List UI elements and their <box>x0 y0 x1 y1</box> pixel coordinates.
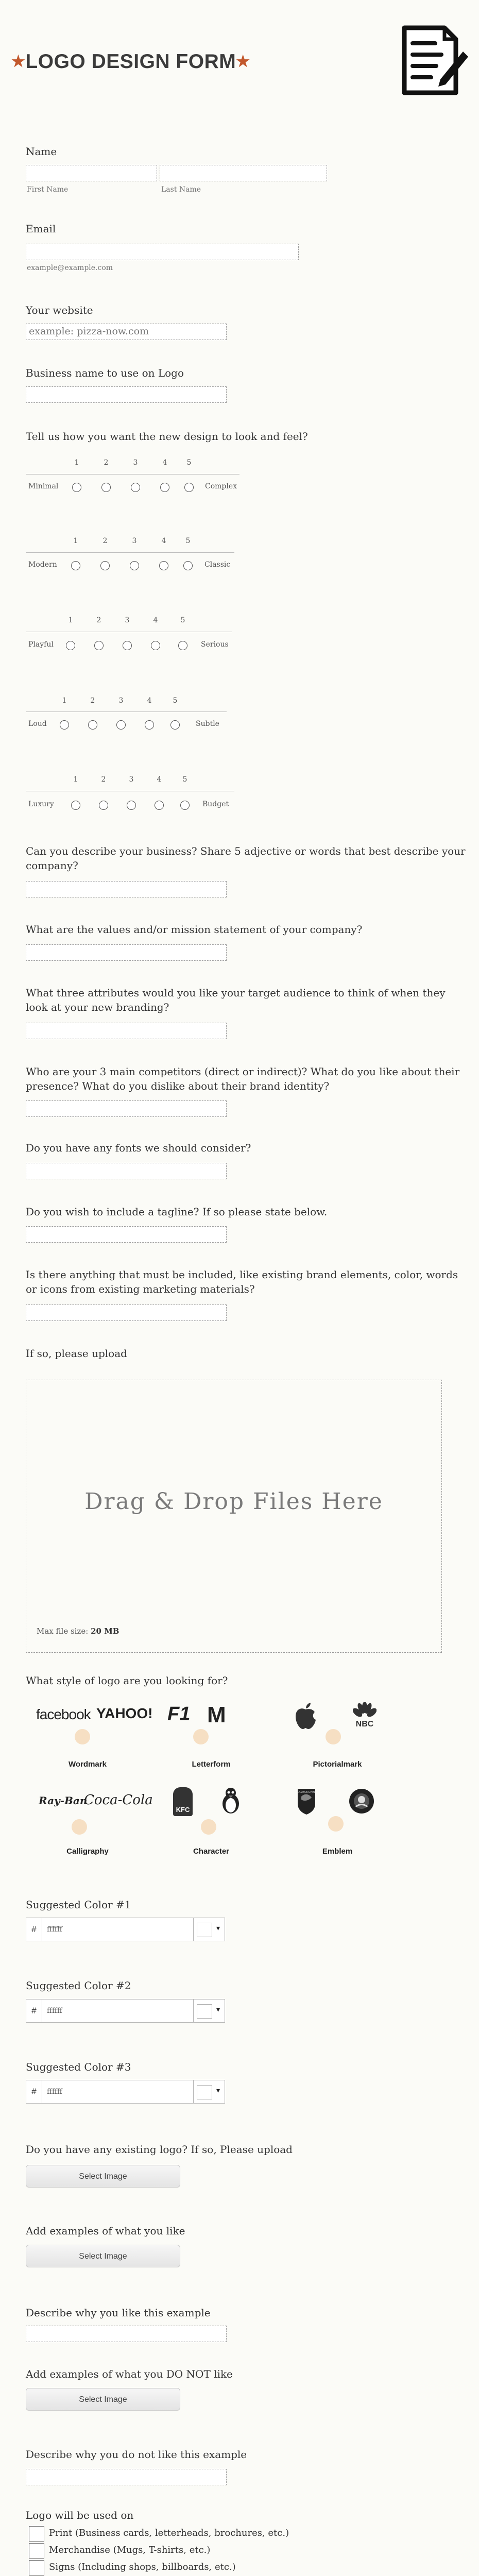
scale-radio-4[interactable] <box>145 720 154 730</box>
cocacola-logo: Coca-Cola <box>84 1792 153 1808</box>
logo-select-dot[interactable] <box>201 1819 216 1835</box>
wordmark-yahoo-logo: YAHOO! <box>96 1705 153 1721</box>
checkbox-label-merchandise: Merchandise (Mugs, T-shirts, etc.) <box>49 2545 211 2555</box>
last-name-input[interactable] <box>160 165 327 181</box>
scale-number: 1 <box>73 775 78 784</box>
logo-option-character[interactable] <box>170 1785 245 1847</box>
caret-down-icon: ▾ <box>216 2087 220 2095</box>
scale-number: 5 <box>173 697 178 705</box>
logo-option-wordmark[interactable] <box>36 1700 153 1762</box>
scale-left-label: Minimal <box>28 482 59 490</box>
last-name-sublabel: Last Name <box>161 185 201 194</box>
hash-symbol: # <box>26 2080 42 2103</box>
why-like-input[interactable] <box>26 2326 227 2342</box>
scale-number: 1 <box>62 697 67 705</box>
scale-right-label: Serious <box>201 640 229 649</box>
why-dislike-input[interactable] <box>26 2469 227 2485</box>
scale-left-label: Playful <box>28 640 54 649</box>
website-input[interactable]: example: pizza-now.com <box>26 324 227 340</box>
caret-down-icon: ▾ <box>216 2006 220 2014</box>
scale-number: 2 <box>102 537 108 545</box>
hash-symbol: # <box>26 1999 42 2022</box>
color-1-value: ffffff <box>47 1925 62 1934</box>
linux-penguin-icon <box>219 1787 242 1814</box>
examples-dislike-label: Add examples of what you DO NOT like <box>26 2368 233 2380</box>
color-3-picker-button[interactable] <box>193 2080 225 2104</box>
scale-left-label: Loud <box>28 720 47 728</box>
scale-number: 4 <box>153 616 158 624</box>
scale-left-label: Modern <box>28 561 57 569</box>
scale-radio-3[interactable] <box>116 720 126 730</box>
color-2-value: ffffff <box>47 2007 62 2015</box>
checkbox-label-signs: Signs (Including shops, billboards, etc.) <box>49 2562 236 2572</box>
email-input[interactable] <box>26 244 299 260</box>
first-name-sublabel: First Name <box>27 185 69 194</box>
rayban-logo: Ray-Ban <box>39 1794 88 1807</box>
scale-number: 5 <box>182 775 187 784</box>
scale-radio-3[interactable] <box>131 483 140 492</box>
scale-radio-5[interactable] <box>184 483 194 492</box>
scale-radio-2[interactable] <box>99 801 108 810</box>
include-input[interactable] <box>26 1304 227 1321</box>
scale-radio-4[interactable] <box>155 801 164 810</box>
logo-select-dot[interactable] <box>72 1819 87 1835</box>
scale-number: 1 <box>73 537 78 545</box>
attributes-input[interactable] <box>26 1023 227 1039</box>
first-name-input[interactable] <box>26 165 157 181</box>
color-1-input[interactable] <box>26 1918 216 1941</box>
star-icon: ★ <box>236 53 250 70</box>
logo-option-calligraphy[interactable] <box>39 1785 153 1847</box>
website-label: Your website <box>26 304 93 316</box>
scale-number: 5 <box>180 616 185 624</box>
examples-dislike-select-button[interactable]: Select Image <box>26 2388 180 2411</box>
starbucks-icon <box>349 1788 374 1814</box>
scale-radio-1[interactable] <box>71 561 80 570</box>
scale-radio-5[interactable] <box>183 561 193 570</box>
email-sublabel: example@example.com <box>27 264 113 272</box>
max-file-size <box>37 1626 119 1636</box>
scale-radio-5[interactable] <box>170 720 180 730</box>
wordmark-facebook-logo: facebook <box>36 1706 91 1722</box>
logo-option-label: Letterform <box>192 1760 231 1769</box>
scale-radio-4[interactable] <box>159 561 168 570</box>
competitors-label: Who are your 3 main competitors (direct or indirect)? What do you like about their presence? What do you dislike about their brand identity? <box>26 1065 460 1092</box>
tagline-label: Do you wish to include a tagline? If so please state below. <box>26 1206 328 1218</box>
scale-number: 5 <box>185 537 191 545</box>
logo-select-dot[interactable] <box>328 1816 344 1832</box>
scale-number: 3 <box>132 537 137 545</box>
examples-like-label: Add examples of what you like <box>26 2225 185 2237</box>
logo-style-label: What style of logo are you looking for? <box>26 1674 228 1687</box>
scale-number: 3 <box>129 775 134 784</box>
business-name-input[interactable] <box>26 386 227 403</box>
scale-radio-5[interactable] <box>178 641 187 650</box>
existing-logo-label: Do you have any existing logo? If so, Please upload <box>26 2143 293 2156</box>
logo-select-dot[interactable] <box>326 1729 341 1744</box>
scale-number: 4 <box>161 537 166 545</box>
describe-business-label: Can you describe your business? Share 5 adjective or words that best describe your company? <box>26 845 466 872</box>
scale-radio-4[interactable] <box>160 483 169 492</box>
logo-option-emblem[interactable] <box>291 1785 366 1847</box>
nbc-peacock-icon <box>353 1702 377 1729</box>
scale-number: 3 <box>118 697 124 705</box>
logo-option-label: Character <box>193 1847 230 1856</box>
color-3-label: Suggested Color #3 <box>26 2061 131 2073</box>
logo-option-label: Calligraphy <box>66 1847 109 1856</box>
color-swatch <box>197 2085 212 2099</box>
dropzone-text: Drag & Drop Files Here <box>84 1488 383 1515</box>
scale-number: 3 <box>133 459 138 467</box>
scale-radio-2[interactable] <box>88 720 97 730</box>
lamborghini-shield-icon <box>296 1787 317 1815</box>
scale-radio-2[interactable] <box>101 483 111 492</box>
logo-option-label: Pictorialmark <box>313 1760 362 1769</box>
kfc-colonel-icon <box>173 1787 193 1816</box>
feel-label: Tell us how you want the new design to look and feel? <box>26 430 308 443</box>
values-label: What are the values and/or mission statement of your company? <box>26 923 363 936</box>
scale-radio-3[interactable] <box>123 641 132 650</box>
form-title-text: LOGO DESIGN FORM <box>25 50 236 73</box>
values-input[interactable] <box>26 944 227 961</box>
scale-number: 2 <box>96 616 101 624</box>
scale-number: 2 <box>101 775 106 784</box>
hash-symbol: # <box>26 1918 42 1941</box>
scale-right-label: Classic <box>204 561 231 569</box>
tagline-input[interactable] <box>26 1226 227 1243</box>
scale-radio-1[interactable] <box>60 720 69 730</box>
describe-business-input[interactable] <box>26 881 227 897</box>
name-label: Name <box>26 145 57 158</box>
divider <box>26 552 234 553</box>
logo-option-label: Wordmark <box>69 1760 107 1769</box>
scale-number: 5 <box>186 459 192 467</box>
include-label: Is there anything that must be included, like existing brand elements, color, words or icons from existing marketing materials? <box>26 1268 458 1295</box>
email-label: Email <box>26 223 56 235</box>
attributes-label: What three attributes would you like your target audience to think of when they look at your new branding? <box>26 987 446 1013</box>
checkbox-print[interactable] <box>29 2526 44 2541</box>
scale-radio-3[interactable] <box>127 801 136 810</box>
star-icon: ★ <box>11 53 26 70</box>
scale-left-label: Luxury <box>28 800 54 808</box>
max-file-size-label: Max file size: <box>37 1626 89 1636</box>
nbc-text: NBC <box>355 1720 374 1728</box>
logo-option-pictorialmark[interactable] <box>288 1700 374 1762</box>
fonts-label: Do you have any fonts we should consider? <box>26 1142 251 1154</box>
scale-radio-4[interactable] <box>151 641 160 650</box>
document-pen-icon <box>399 25 470 97</box>
scale-radio-2[interactable] <box>94 641 104 650</box>
logo-select-dot[interactable] <box>193 1729 209 1744</box>
form-title <box>11 50 250 73</box>
scale-radio-1[interactable] <box>72 483 81 492</box>
color-2-input[interactable] <box>26 1999 216 2023</box>
why-like-label: Describe why you like this example <box>26 2307 211 2319</box>
scale-radio-3[interactable] <box>130 561 139 570</box>
scale-number: 2 <box>90 697 95 705</box>
scale-number: 1 <box>68 616 73 624</box>
divider <box>26 711 227 712</box>
color-3-input[interactable] <box>26 2080 216 2104</box>
color-2-label: Suggested Color #2 <box>26 1979 131 1992</box>
color-swatch <box>197 1923 212 1937</box>
color-1-picker-button[interactable] <box>193 1918 225 1941</box>
fonts-input[interactable] <box>26 1163 227 1179</box>
apple-icon <box>293 1702 318 1730</box>
business-name-label: Business name to use on Logo <box>26 367 184 379</box>
file-dropzone[interactable] <box>26 1380 442 1653</box>
scale-number: 1 <box>74 459 79 467</box>
scale-radio-5[interactable] <box>180 801 190 810</box>
caret-down-icon: ▾ <box>216 1924 220 1933</box>
competitors-input[interactable] <box>26 1100 227 1117</box>
scale-number: 4 <box>147 697 152 705</box>
f1-logo: F1 <box>167 1703 191 1725</box>
color-3-value: ffffff <box>47 2088 62 2096</box>
existing-logo-select-button[interactable]: Select Image <box>26 2165 180 2188</box>
scale-number: 4 <box>157 775 162 784</box>
checkbox-merchandise[interactable] <box>29 2543 44 2558</box>
scale-number: 2 <box>104 459 109 467</box>
checkbox-signs[interactable] <box>29 2560 44 2575</box>
color-swatch <box>197 2004 212 2019</box>
logo-option-letterform[interactable] <box>165 1700 239 1762</box>
logo-select-dot[interactable] <box>75 1729 90 1744</box>
kfc-text: KFC <box>176 1806 190 1814</box>
scale-radio-1[interactable] <box>71 801 80 810</box>
logo-option-label: Emblem <box>322 1847 353 1856</box>
scale-radio-1[interactable] <box>66 641 75 650</box>
scale-number: 3 <box>125 616 130 624</box>
checkbox-label-print: Print (Business cards, letterheads, brochures, etc.) <box>49 2528 289 2538</box>
max-file-size-value: 20 MB <box>91 1626 119 1636</box>
used-on-label: Logo will be used on <box>26 2509 134 2521</box>
color-2-picker-button[interactable] <box>193 1999 225 2023</box>
mcdonalds-logo: M <box>207 1702 226 1727</box>
scale-radio-2[interactable] <box>100 561 110 570</box>
scale-right-label: Complex <box>205 482 237 490</box>
scale-right-label: Budget <box>202 800 229 808</box>
scale-right-label: Subtle <box>196 720 219 728</box>
upload-label: If so, please upload <box>26 1347 127 1360</box>
color-1-label: Suggested Color #1 <box>26 1899 131 1911</box>
scale-number: 4 <box>162 459 167 467</box>
examples-like-select-button[interactable]: Select Image <box>26 2245 180 2267</box>
why-dislike-label: Describe why you do not like this example <box>26 2448 247 2461</box>
lamborghini-text: LAMBORGHINI <box>297 1791 316 1794</box>
